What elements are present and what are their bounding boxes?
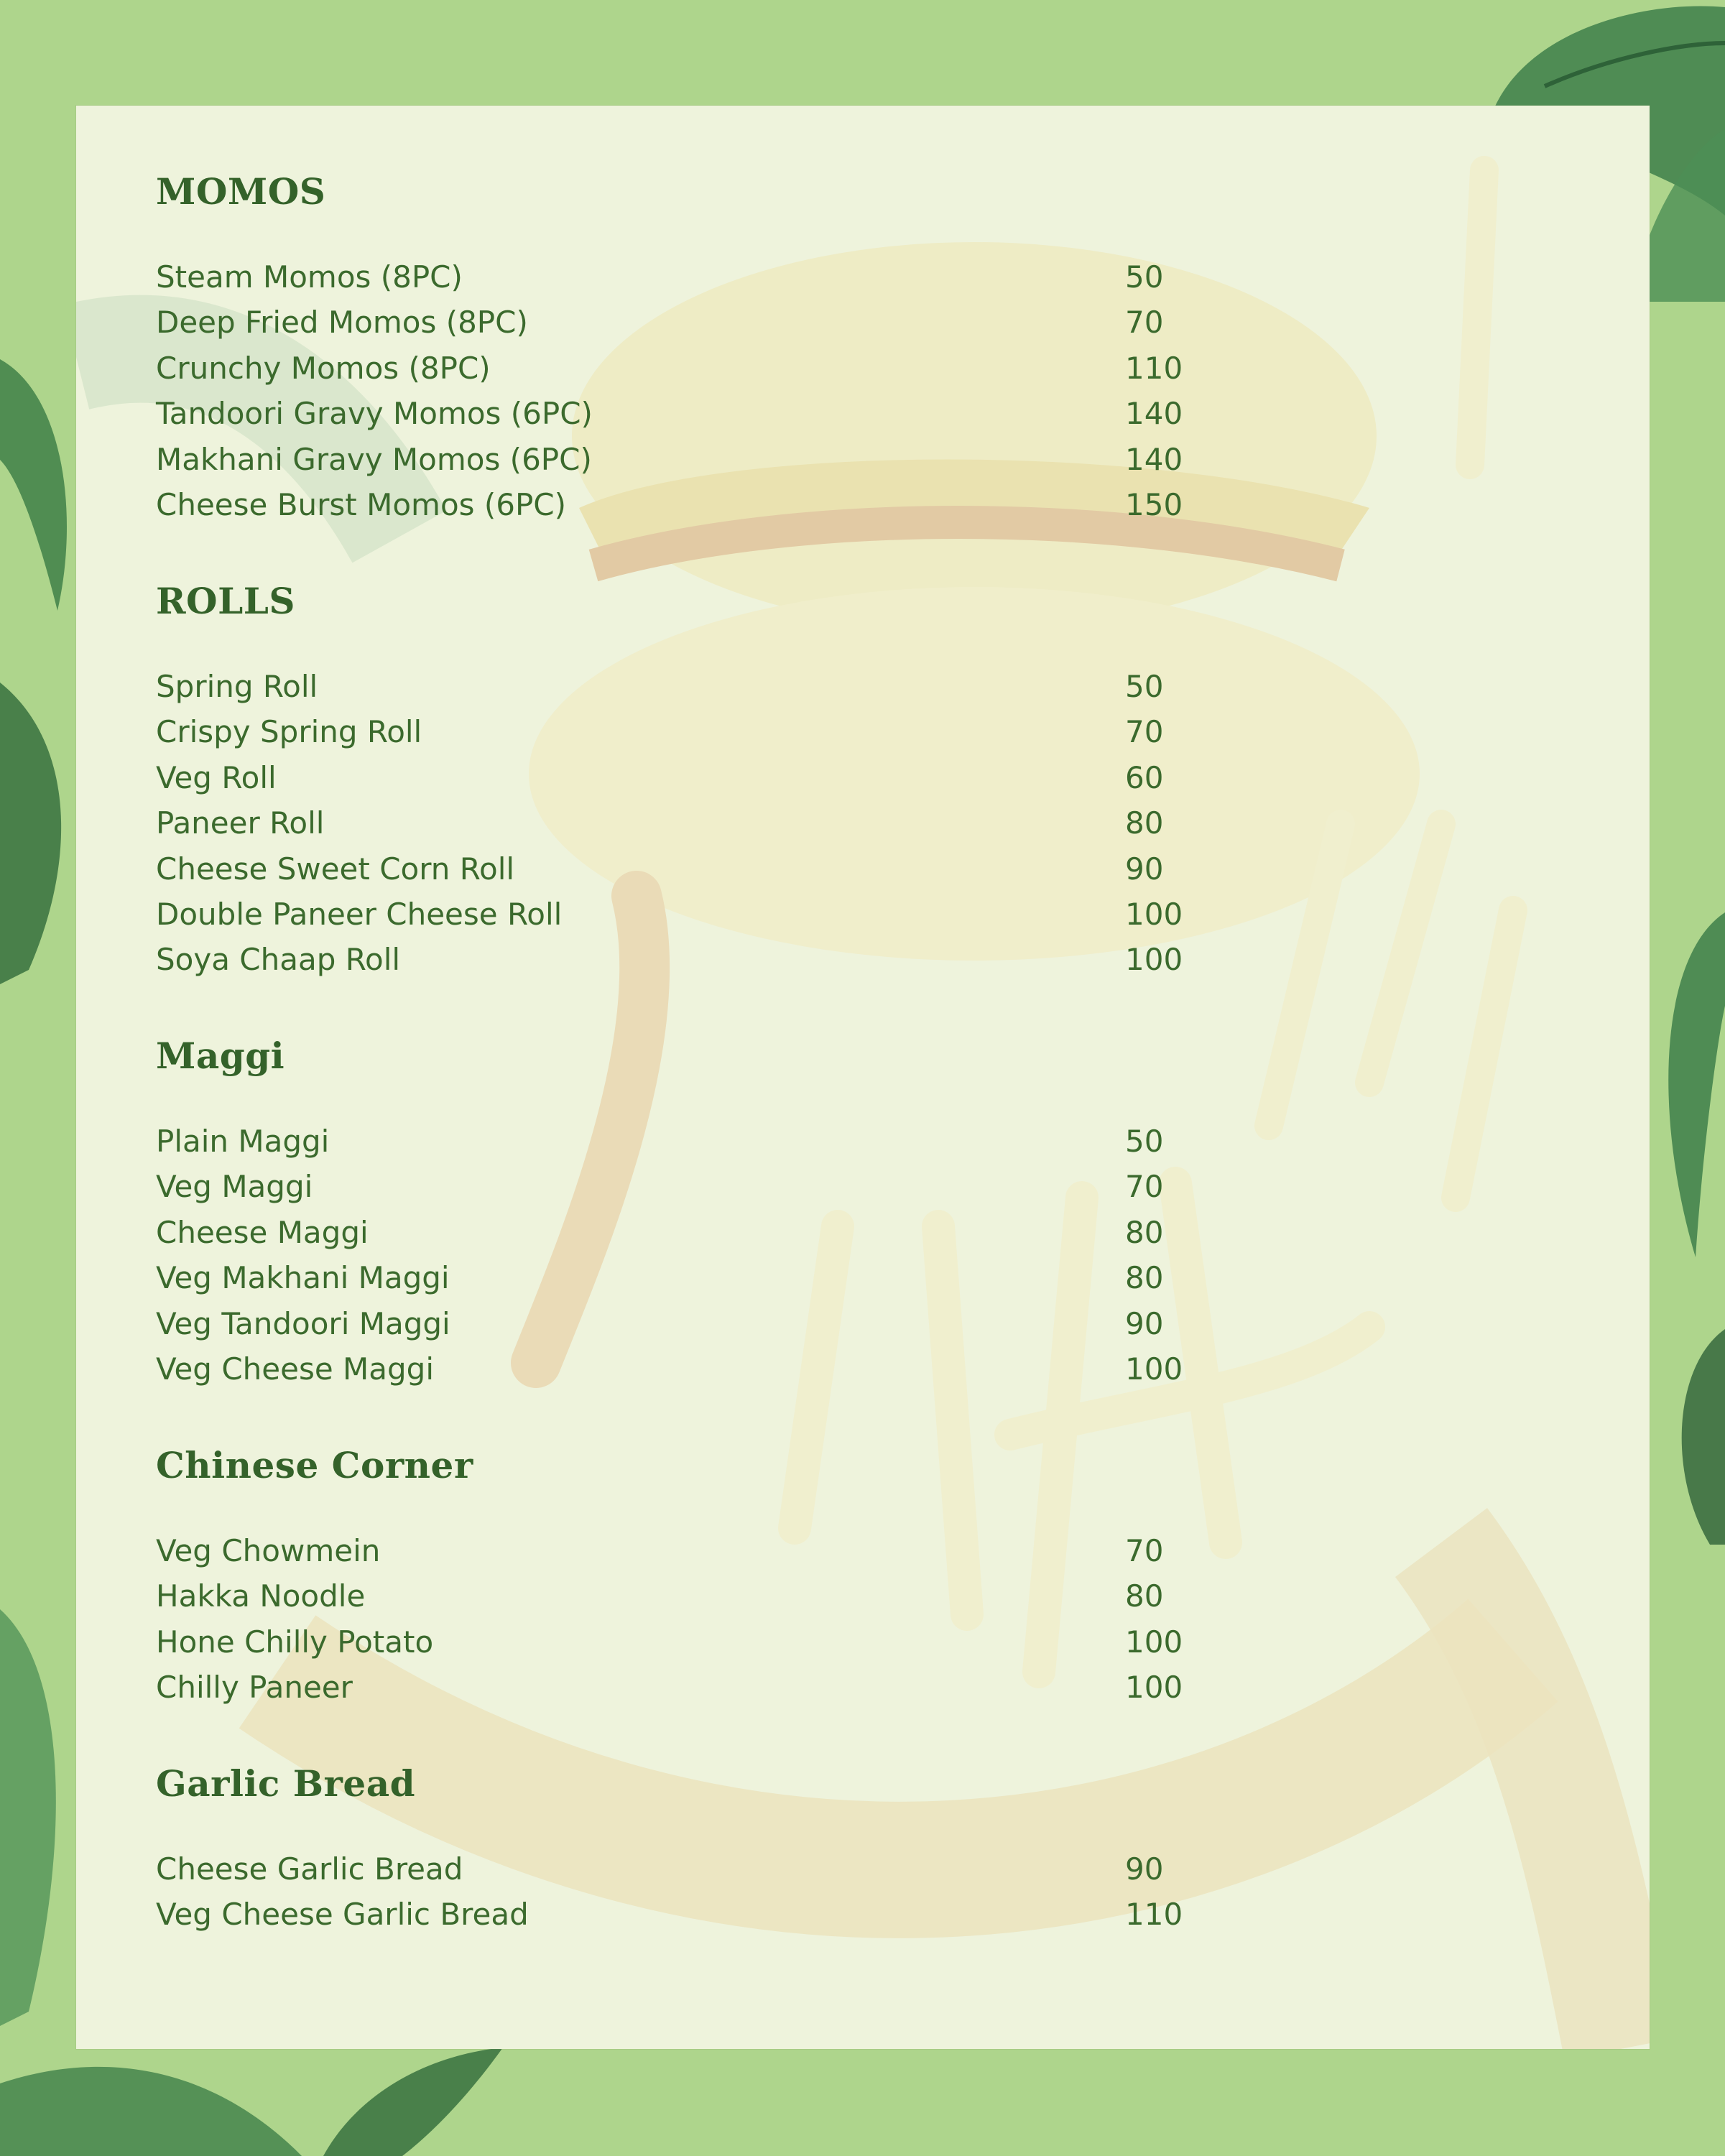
item-name: Crunchy Momos (8PC) [156,350,491,386]
item-list [156,259,1377,532]
menu-item [156,1578,1377,1624]
item-price: 70 [1125,1169,1164,1205]
menu-item [156,1306,1377,1351]
item-price: 100 [1125,1351,1183,1387]
item-name: Plain Maggi [156,1124,330,1159]
section-title: Maggi [156,1035,285,1077]
item-name: Veg Roll [156,759,277,795]
menu-item [156,897,1377,942]
item-name: Cheese Sweet Corn Roll [156,851,515,887]
item-list [156,1124,1377,1397]
section-title: Garlic Bread [156,1762,416,1805]
item-list [156,1533,1377,1716]
leaf-left-middle-icon [0,338,86,984]
item-price: 90 [1125,1851,1164,1887]
menu-item [156,1533,1377,1578]
menu-item [156,760,1377,805]
item-price: 70 [1125,305,1164,341]
menu-item [156,305,1377,350]
menu-item [156,1624,1377,1670]
item-price: 100 [1125,1670,1183,1706]
item-name: Veg Maggi [156,1169,313,1205]
item-price: 100 [1125,896,1183,932]
item-name: Deep Fried Momos (8PC) [156,305,528,341]
item-name: Veg Tandoori Maggi [156,1305,450,1341]
menu-panel [76,106,1650,2049]
menu-item [156,487,1377,532]
item-price: 80 [1125,1214,1164,1250]
item-name: Soya Chaap Roll [156,942,401,978]
item-price: 80 [1125,1578,1164,1614]
item-price: 110 [1125,350,1183,386]
menu-item [156,1670,1377,1715]
item-name: Veg Makhani Maggi [156,1260,450,1296]
item-name: Hakka Noodle [156,1578,366,1614]
menu-item [156,851,1377,897]
item-price: 150 [1125,486,1183,522]
menu-item [156,442,1377,487]
menu-item [156,1169,1377,1214]
item-price: 50 [1125,1124,1164,1159]
menu-item [156,396,1377,441]
menu-item [156,1351,1377,1397]
item-price: 100 [1125,942,1183,978]
menu-item [156,805,1377,851]
item-price: 80 [1125,1260,1164,1296]
menu-item [156,942,1377,987]
item-price: 90 [1125,1305,1164,1341]
item-price: 60 [1125,759,1164,795]
leaf-left-bottom-icon [0,1581,79,2026]
menu-item [156,1215,1377,1260]
item-price: 140 [1125,441,1183,477]
menu-item [156,669,1377,714]
item-price: 70 [1125,1533,1164,1568]
item-list [156,1851,1377,1943]
item-price: 80 [1125,805,1164,841]
section-title: Chinese Corner [156,1444,473,1486]
menu-item [156,714,1377,759]
leaf-right-middle-icon [1652,898,1725,1545]
item-name: Spring Roll [156,669,318,704]
item-price: 100 [1125,1624,1183,1660]
item-name: Veg Cheese Maggi [156,1351,434,1387]
item-name: Hone Chilly Potato [156,1624,434,1660]
item-list [156,669,1377,988]
item-price: 70 [1125,714,1164,750]
item-price: 50 [1125,259,1164,295]
item-name: Steam Momos (8PC) [156,259,463,295]
item-name: Double Paneer Cheese Roll [156,896,563,932]
item-name: Paneer Roll [156,805,325,841]
item-name: Tandoori Gravy Momos (6PC) [156,396,593,432]
section-title: ROLLS [156,580,296,622]
item-name: Cheese Garlic Bread [156,1851,463,1887]
item-name: Makhani Gravy Momos (6PC) [156,441,592,477]
item-name: Veg Chowmein [156,1533,381,1568]
section-title: MOMOS [156,170,326,213]
menu-item [156,1897,1377,1942]
item-price: 140 [1125,396,1183,432]
menu-item [156,1124,1377,1169]
menu-item [156,1851,1377,1897]
item-name: Chilly Paneer [156,1670,353,1706]
item-name: Veg Cheese Garlic Bread [156,1897,529,1933]
item-name: Cheese Burst Momos (6PC) [156,486,567,522]
item-name: Crispy Spring Roll [156,714,422,750]
menu-item [156,259,1377,305]
menu-item [156,351,1377,396]
item-price: 110 [1125,1897,1183,1933]
item-price: 50 [1125,669,1164,704]
item-name: Cheese Maggi [156,1214,369,1250]
menu-item [156,1260,1377,1305]
item-price: 90 [1125,851,1164,887]
